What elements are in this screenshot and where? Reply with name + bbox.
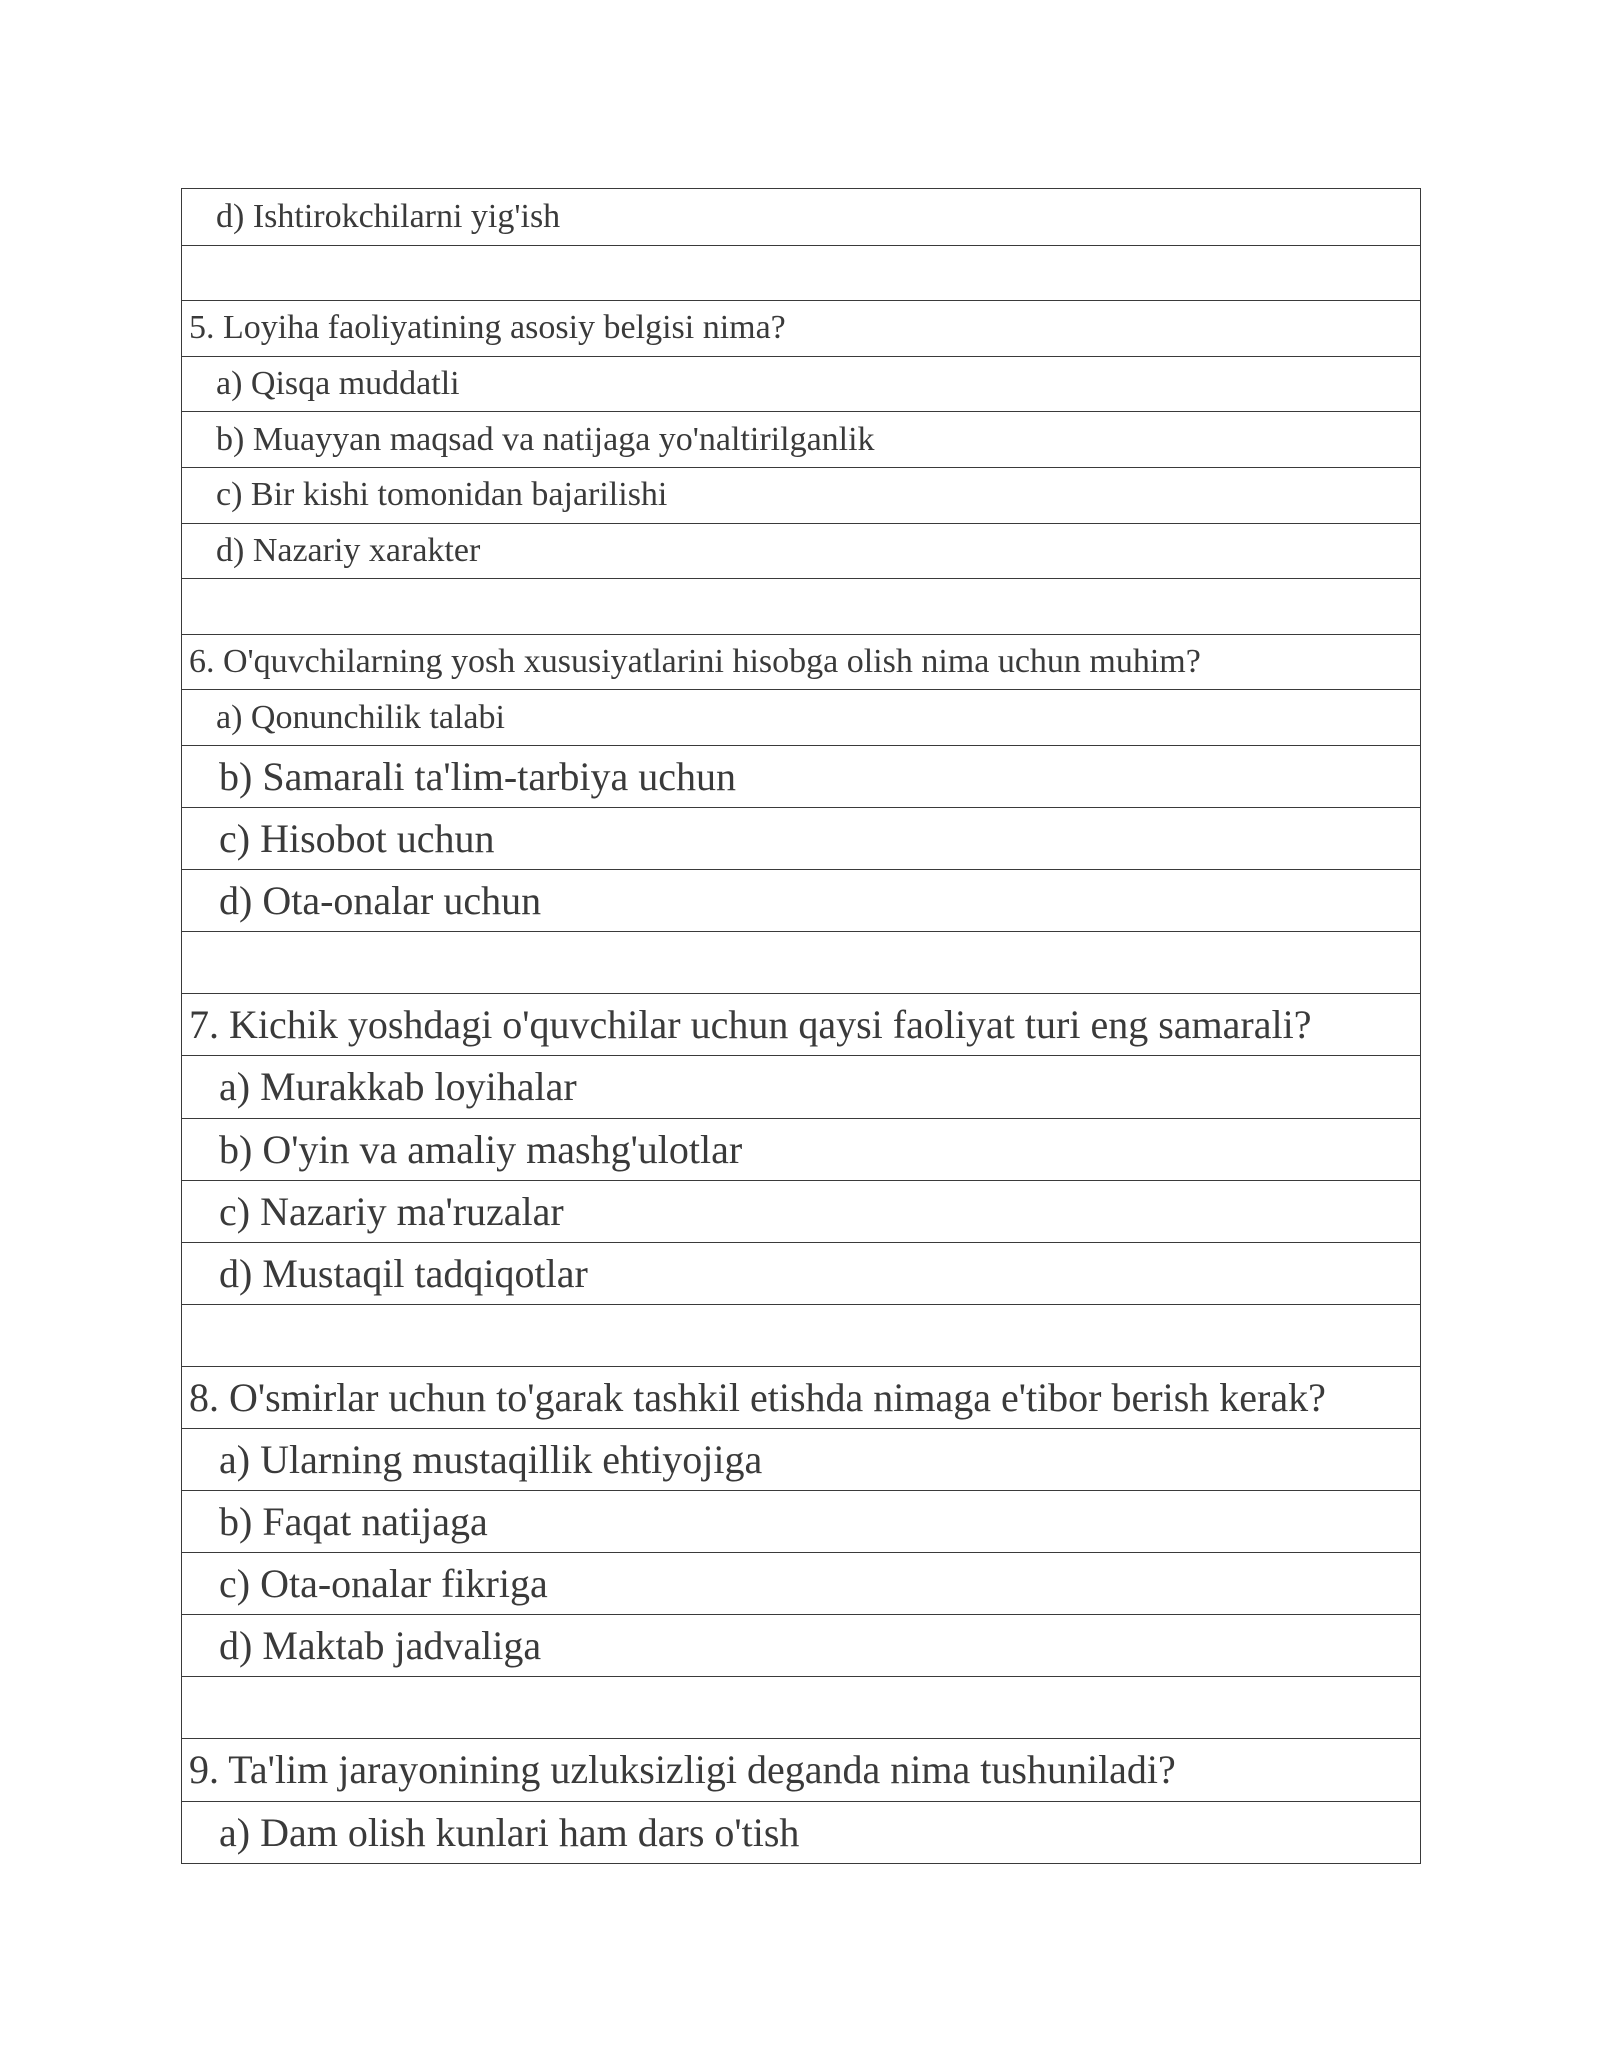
question-row <box>182 634 1420 690</box>
answer-option-text: c) Hisobot uchun <box>219 816 495 862</box>
answer-option-text: d) Nazariy xarakter <box>216 531 481 569</box>
question-text: 5. Loyiha faoliyatining asosiy belgisi nima? <box>189 309 786 347</box>
answer-option-row <box>182 467 1420 523</box>
answer-option-text: b) Samarali ta'lim-tarbiya uchun <box>219 753 737 799</box>
quiz-table <box>181 188 1421 1864</box>
question-text: 7. Kichik yoshdagi o'quvchilar uchun qaysi faoliyat turi eng samarali? <box>189 1002 1312 1048</box>
answer-option-text: b) O'yin va amaliy mashg'ulotlar <box>219 1126 743 1172</box>
answer-option-row <box>182 869 1420 931</box>
question-text: 6. O'quvchilarning yosh xususiyatlarini hisobga olish nima uchun muhim? <box>189 643 1201 681</box>
answer-option-text: c) Bir kishi tomonidan bajarilishi <box>216 476 668 514</box>
answer-option-row <box>182 1055 1420 1117</box>
answer-option-row <box>182 1428 1420 1490</box>
blank-row <box>182 578 1420 634</box>
answer-option-row <box>182 523 1420 579</box>
question-row <box>182 993 1420 1055</box>
answer-option-text: d) Ota-onalar uchun <box>219 878 542 924</box>
answer-option-row <box>182 1801 1420 1863</box>
answer-option-text: a) Dam olish kunlari ham dars o'tish <box>219 1809 800 1855</box>
question-row <box>182 1738 1420 1800</box>
answer-option-row <box>182 807 1420 869</box>
answer-option-text: c) Ota-onalar fikriga <box>219 1561 548 1607</box>
answer-option-text: b) Muayyan maqsad va natijaga yo'naltirilganlik <box>216 420 875 458</box>
blank-row <box>182 931 1420 993</box>
question-row <box>182 1366 1420 1428</box>
answer-option-text: d) Ishtirokchilarni yig'ish <box>216 197 561 235</box>
answer-option-row <box>182 689 1420 745</box>
answer-option-row <box>182 745 1420 807</box>
answer-option-row <box>182 1118 1420 1180</box>
answer-option-text: a) Qisqa muddatli <box>216 365 460 403</box>
answer-option-text: d) Maktab jadvaliga <box>219 1623 542 1669</box>
answer-option-text: b) Faqat natijaga <box>219 1499 488 1545</box>
answer-option-text: a) Murakkab loyihalar <box>219 1064 577 1110</box>
answer-option-row <box>182 1180 1420 1242</box>
answer-option-row <box>182 1552 1420 1614</box>
answer-option-row <box>182 189 1420 245</box>
answer-option-row <box>182 1490 1420 1552</box>
answer-option-text: a) Ularning mustaqillik ehtiyojiga <box>219 1437 763 1483</box>
answer-option-text: d) Mustaqil tadqiqotlar <box>219 1250 588 1296</box>
answer-option-row <box>182 356 1420 412</box>
answer-option-row <box>182 411 1420 467</box>
blank-row <box>182 1676 1420 1738</box>
question-text: 8. O'smirlar uchun to'garak tashkil etishda nimaga e'tibor berish kerak? <box>189 1374 1326 1420</box>
blank-row <box>182 245 1420 301</box>
answer-option-row <box>182 1242 1420 1304</box>
answer-option-row <box>182 1614 1420 1676</box>
question-text: 9. Ta'lim jarayonining uzluksizligi deganda nima tushuniladi? <box>189 1747 1176 1793</box>
blank-row <box>182 1304 1420 1366</box>
answer-option-text: c) Nazariy ma'ruzalar <box>219 1188 564 1234</box>
question-row <box>182 300 1420 356</box>
answer-option-text: a) Qonunchilik talabi <box>216 698 505 736</box>
